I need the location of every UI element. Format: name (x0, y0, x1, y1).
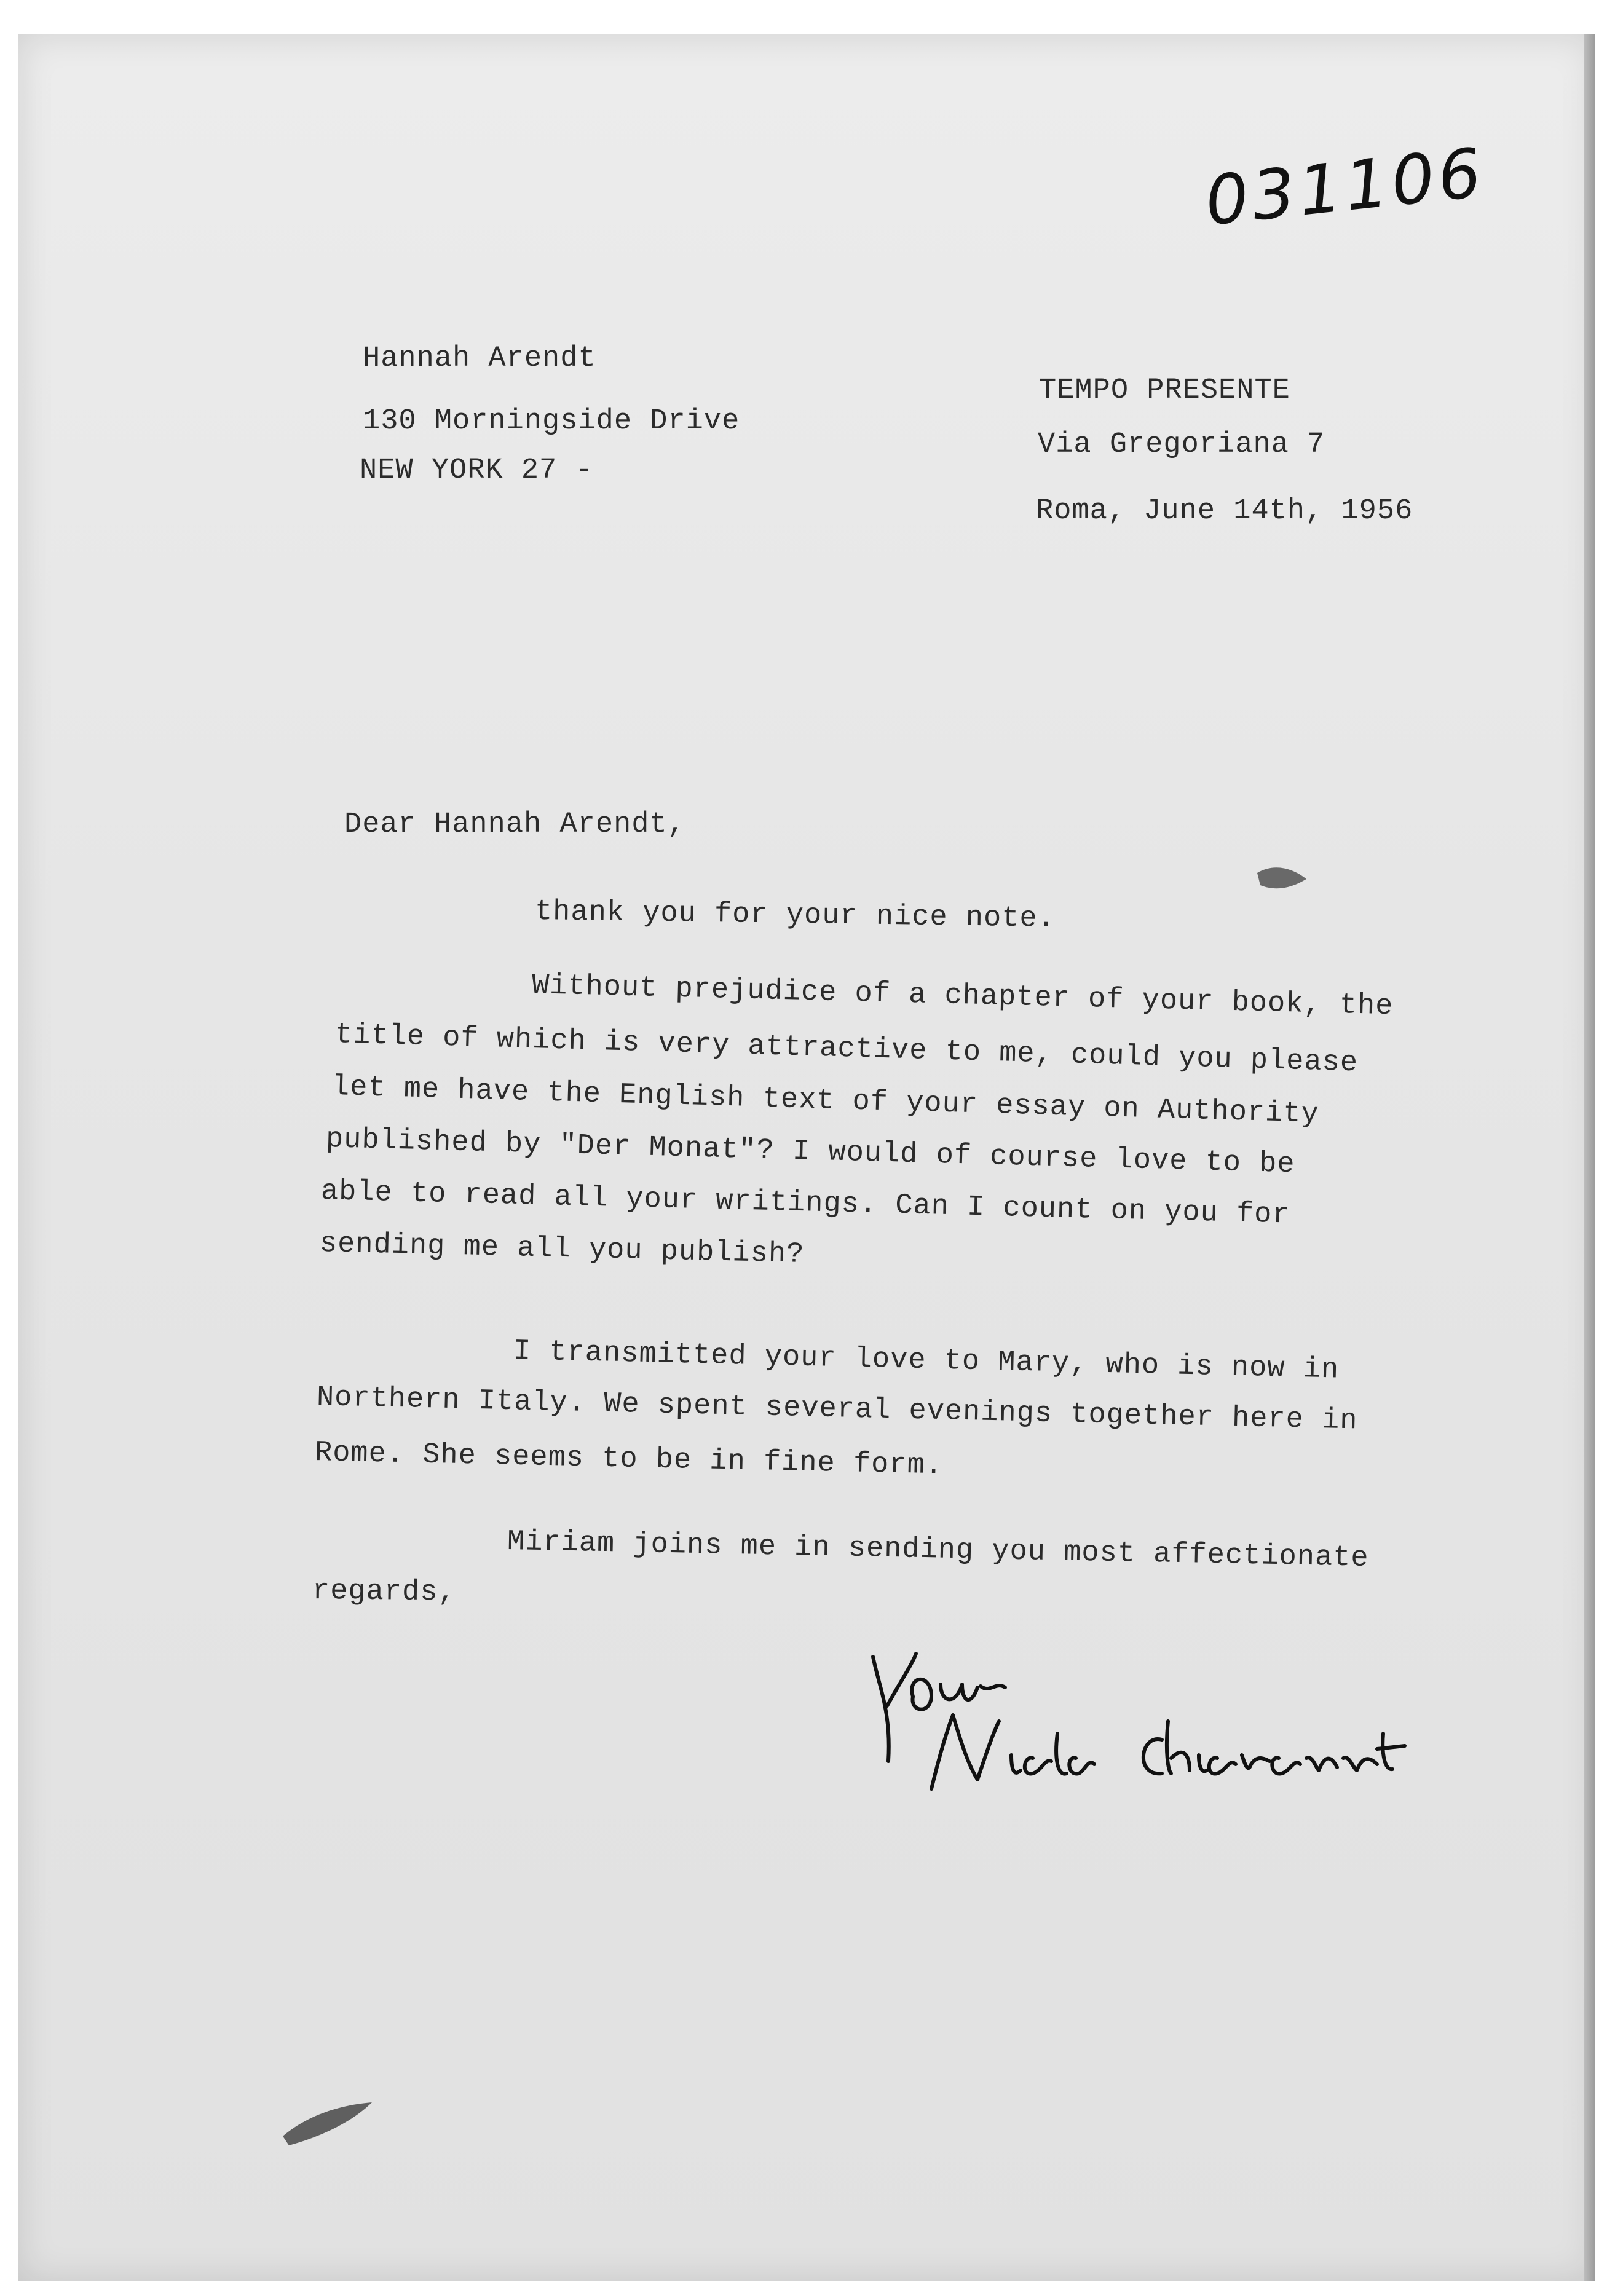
paragraph-2-line: title of which is very attractive to me, could you please (334, 1019, 1359, 1080)
paragraph-1-line: thank you for your nice note. (534, 896, 1056, 936)
paragraph-3-line: Rome. She seems to be in fine form. (314, 1437, 944, 1483)
paragraph-2-line: let me have the English text of your essay on Authority (331, 1071, 1320, 1131)
recipient-street: 130 Morningside Drive (363, 405, 740, 438)
paragraph-2-line: able to read all your writings. Can I count on you for (320, 1175, 1291, 1232)
paragraph-4-line: regards, (312, 1575, 456, 1609)
recipient-city: NEW YORK 27 - (360, 454, 593, 487)
ink-smudge (1254, 861, 1309, 897)
archive-number: 031106 (1201, 133, 1489, 241)
salutation: Dear Hannah Arendt, (344, 808, 685, 841)
paragraph-2-line: sending me all you publish? (319, 1228, 805, 1271)
paragraph-3-line: I transmitted your love to Mary, who is now in (513, 1335, 1340, 1387)
paragraph-2-line: Without prejudice of a chapter of your book, the (531, 969, 1394, 1024)
paper-edge-shadow (1584, 34, 1595, 2281)
sender-organization: TEMPO PRESENTE (1039, 374, 1290, 407)
paragraph-4-line: Miriam joins me in sending you most affectionate (507, 1526, 1370, 1575)
sender-place-date: Roma, June 14th, 1956 (1036, 495, 1413, 527)
ink-smudge (280, 2093, 378, 2148)
paragraph-3-line: Northern Italy. We spent several evenings together here in (316, 1381, 1359, 1438)
handwritten-signature (919, 1697, 1423, 1801)
paragraph-2-line: published by "Der Monat"? I would of course love to be (325, 1123, 1296, 1182)
sender-street: Via Gregoriana 7 (1038, 428, 1325, 461)
recipient-name: Hannah Arendt (363, 342, 596, 375)
